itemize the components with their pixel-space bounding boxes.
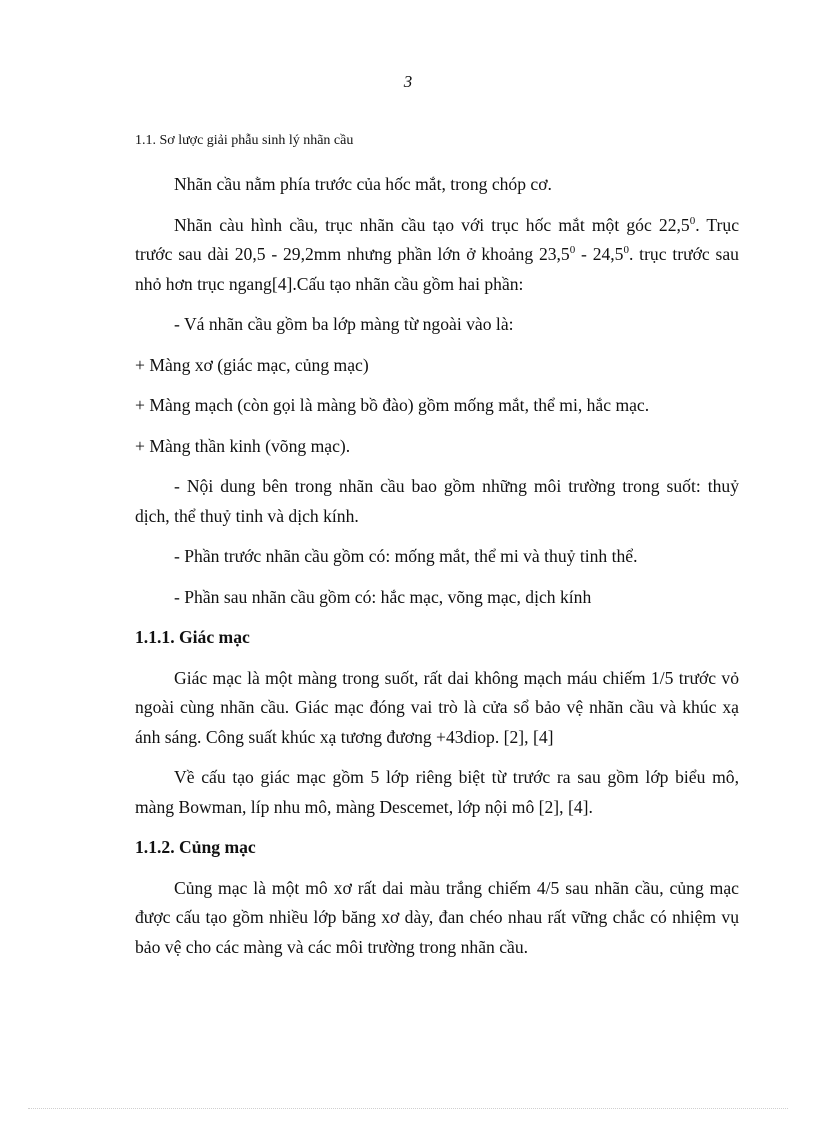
section-title: 1.1. Sơ lược giải phẫu sinh lý nhãn cầu <box>135 133 354 148</box>
paragraph: Về cấu tạo giác mạc gồm 5 lớp riêng biệt từ trước ra sau gồm lớp biểu mô, màng Bowman, líp nhu mô, màng Descemet, lớp nội mô [2], [4]. <box>135 767 739 817</box>
list-item: - Phần trước nhãn cầu gồm có: mống mắt, thể mi và thuỷ tinh thể. <box>174 546 638 566</box>
degree-superscript: 0 <box>569 244 576 257</box>
list-subitem: + Màng mạch (còn gọi là màng bồ đào) gồm mống mắt, thể mi, hắc mạc. <box>135 395 650 415</box>
list-item: - Nội dung bên trong nhãn cầu bao gồm những môi trường trong suốt: thuỷ dịch, thể thuỷ tinh và dịch kính. <box>135 476 739 526</box>
paragraph-text: . trục trước sau nhỏ hơn trục ngang[4].Cấu tạo nhãn cầu gồm hai phần: <box>135 244 739 294</box>
degree-superscript: 0 <box>623 244 629 257</box>
list-item: - Phần sau nhãn cầu gồm có: hắc mạc, võng mạc, dịch kính <box>174 586 592 607</box>
page-bottom-divider <box>28 1108 788 1109</box>
page-number: 3 <box>403 72 413 91</box>
paragraph-text: - 24,5 <box>575 244 624 264</box>
list-subitem: + Màng xơ (giác mạc, củng mạc) <box>135 354 369 375</box>
paragraph: Nhãn cầu nằm phía trước của hốc mắt, trong chóp cơ. <box>174 174 552 194</box>
paragraph-text: Nhãn càu hình cầu, trục nhãn cầu tạo với trục hốc mắt một góc 22,5 <box>174 214 690 235</box>
subsection-heading: 1.1.2. Củng mạc <box>135 837 256 857</box>
subsection-heading: 1.1.1. Giác mạc <box>135 627 250 647</box>
paragraph: Giác mạc là một màng trong suốt, rất dai không mạch máu chiếm 1/5 trước vỏ ngoài cùng nhãn cầu. Giác mạc đóng vai trò là cửa sổ bảo vệ nhãn cầu và khúc xạ ánh sáng. Công suất khúc xạ tương đương +43diop. [2], [4] <box>135 667 739 747</box>
list-subitem: + Màng thần kinh (võng mạc). <box>135 435 351 456</box>
list-item: - Vá nhãn cầu gồm ba lớp màng từ ngoài vào là: <box>174 314 514 334</box>
degree-superscript: 0 <box>689 214 696 227</box>
paragraph-text: . Trục trước sau dài 20,5 - 29,2mm nhưng phần lớn ở khoảng 23,5 <box>135 214 739 264</box>
paragraph: Củng mạc là một mô xơ rất dai màu trắng chiếm 4/5 sau nhãn cầu, củng mạc được cấu tạo gồm nhiều lớp băng xơ dày, đan chéo nhau rất vững chắc có nhiệm vụ bảo vệ cho các màng và các môi trường trong nhãn cầu. <box>135 877 739 957</box>
paragraph <box>135 211 739 300</box>
document-body <box>135 170 739 962</box>
